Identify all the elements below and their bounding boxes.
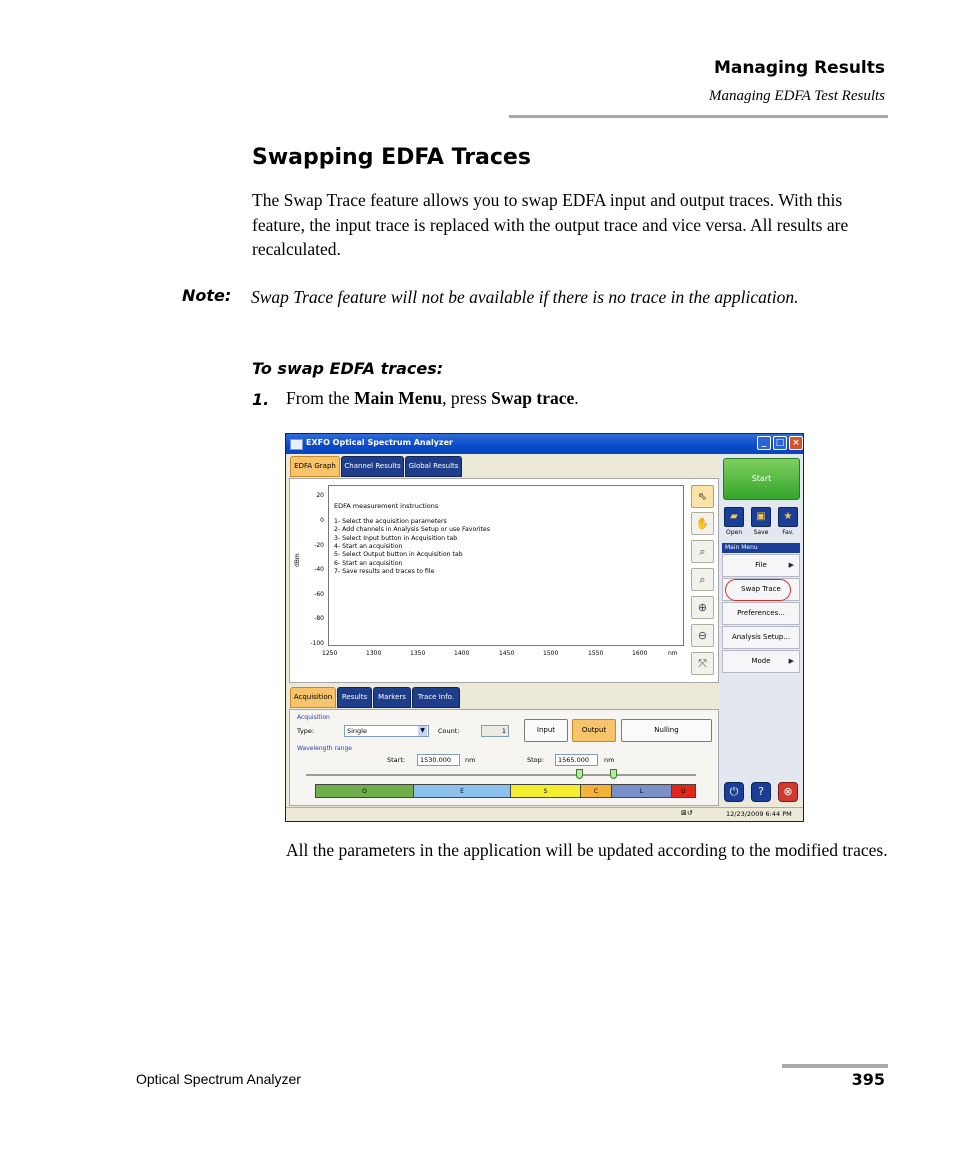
pan-hand-icon[interactable]: ✋ <box>691 512 714 535</box>
y-tick: -60 <box>314 591 324 598</box>
instruction-line: 4- Start an acquisition <box>334 543 403 550</box>
window-titlebar <box>286 434 803 454</box>
x-tick: 1250 <box>322 650 338 657</box>
step-text <box>286 388 579 409</box>
step-main-menu: Main Menu <box>354 388 443 408</box>
acquisition-group-label: Acquisition <box>297 714 330 721</box>
procedure-title: To swap EDFA traces: <box>252 359 444 378</box>
pointer-tool-icon[interactable]: ⇖ <box>691 485 714 508</box>
footer-rule <box>782 1064 888 1068</box>
y-tick: 20 <box>316 492 324 499</box>
instruction-line: 2- Add channels in Analysis Setup or use Favorites <box>334 526 490 533</box>
x-tick: 1500 <box>543 650 559 657</box>
submenu-arrow-icon: ▶ <box>788 561 794 569</box>
full-view-icon[interactable]: ⤧ <box>691 652 714 675</box>
start-button[interactable]: Start <box>723 458 800 500</box>
x-unit: nm <box>668 650 678 657</box>
exit-icon[interactable]: ⊗ <box>778 782 798 802</box>
start-wavelength-field[interactable]: 1530.000 <box>417 754 460 766</box>
close-icon[interactable]: × <box>789 436 803 450</box>
type-value: Single <box>347 727 367 735</box>
y-tick: 0 <box>320 517 324 524</box>
y-tick: -80 <box>314 615 324 622</box>
tab-channel-results[interactable]: Channel Results <box>341 456 404 477</box>
tab-global-results[interactable]: Global Results <box>405 456 462 477</box>
menu-item-file[interactable] <box>722 554 800 577</box>
save-disk-icon[interactable]: ▣ <box>751 507 771 527</box>
window-title: EXFO Optical Spectrum Analyzer <box>306 438 453 447</box>
x-tick: 1300 <box>366 650 382 657</box>
y-tick: -40 <box>314 566 324 573</box>
zoom-in-icon[interactable]: ⊕ <box>691 596 714 619</box>
count-label: Count: <box>438 727 460 735</box>
step-swap-trace: Swap trace <box>491 388 575 408</box>
tab-trace-info[interactable]: Trace Info. <box>412 687 460 708</box>
favorites-label: Fav. <box>782 529 794 536</box>
tab-edfa-graph[interactable]: EDFA Graph <box>290 456 340 477</box>
start-unit: nm <box>465 756 476 764</box>
status-indicator-icon: ⊠↺ <box>681 809 693 817</box>
menu-item-label: Mode <box>751 657 771 665</box>
header-rule <box>509 115 888 118</box>
save-label: Save <box>753 529 769 536</box>
zoom-area-icon[interactable]: ⌕ <box>691 540 714 563</box>
zoom-fit-icon[interactable]: ⌕ <box>691 568 714 591</box>
band-e: E <box>413 784 510 798</box>
step-prefix: From the <box>286 388 355 408</box>
band-s: S <box>510 784 580 798</box>
x-tick: 1400 <box>454 650 470 657</box>
y-tick: -20 <box>314 542 324 549</box>
minimize-icon[interactable]: _ <box>757 436 771 450</box>
input-button[interactable]: Input <box>524 719 568 742</box>
menu-item-preferences[interactable]: Preferences... <box>722 602 800 625</box>
page-number: 395 <box>851 1070 885 1089</box>
footer-manual-title: Optical Spectrum Analyzer <box>136 1071 301 1087</box>
y-axis-label: dBm <box>294 553 301 567</box>
note-label: Note: <box>182 286 232 305</box>
instruction-line: 6- Start an acquisition <box>334 560 403 567</box>
app-icon <box>290 439 303 450</box>
instruction-line: 1- Select the acquisition parameters <box>334 518 447 525</box>
type-select[interactable] <box>344 725 429 737</box>
wavelength-group-label: Wavelength range <box>297 745 352 752</box>
result-paragraph: All the parameters in the application will be updated according to the modified traces. <box>286 840 888 860</box>
start-label: Start: <box>387 756 406 764</box>
chevron-down-icon: ▼ <box>418 726 427 736</box>
start-slider-handle[interactable] <box>576 769 583 779</box>
section-subtitle: Managing EDFA Test Results <box>709 88 885 104</box>
stop-unit: nm <box>604 756 615 764</box>
favorites-star-icon[interactable]: ★ <box>778 507 798 527</box>
submenu-arrow-icon: ▶ <box>788 657 794 665</box>
zoom-out-icon[interactable]: ⊖ <box>691 624 714 647</box>
step-mid: , press <box>442 388 492 408</box>
instruction-line: 7- Save results and traces to file <box>334 568 435 575</box>
menu-item-label: File <box>755 561 767 569</box>
status-timestamp: 12/23/2009 6:44 PM <box>726 810 792 818</box>
y-tick: -100 <box>310 640 324 647</box>
band-u: U <box>671 784 696 798</box>
note-text: Swap Trace feature will not be available if there is no trace in the application. <box>251 287 799 307</box>
highlight-circle <box>725 579 791 601</box>
power-icon[interactable]: ⏻ <box>724 782 744 802</box>
instruction-line: 5- Select Output button in Acquisition tab <box>334 551 463 558</box>
x-tick: 1350 <box>410 650 426 657</box>
tab-markers[interactable]: Markers <box>373 687 411 708</box>
section-heading: Swapping EDFA Traces <box>252 145 531 170</box>
type-label: Type: <box>297 727 315 735</box>
step-suffix: . <box>574 388 579 408</box>
band-o: O <box>315 784 413 798</box>
tab-acquisition[interactable]: Acquisition <box>290 687 336 708</box>
x-tick: 1550 <box>588 650 604 657</box>
menu-item-analysis-setup[interactable]: Analysis Setup... <box>722 626 800 649</box>
app-window-screenshot <box>285 433 804 822</box>
menu-item-swap-trace[interactable]: Swap Trace <box>722 578 800 601</box>
maximize-icon[interactable]: □ <box>773 436 787 450</box>
instruction-line: 3- Select Input button in Acquisition tab <box>334 535 458 542</box>
open-label: Open <box>725 529 743 536</box>
intro-paragraph: The Swap Trace feature allows you to swap EDFA input and output traces. With this feature, the input trace is replaced with the output trace and vice versa. All results are recalculated. <box>252 190 849 259</box>
output-button[interactable]: Output <box>572 719 616 742</box>
band-c: C <box>580 784 611 798</box>
stop-wavelength-field[interactable]: 1565.000 <box>555 754 598 766</box>
tab-results[interactable]: Results <box>337 687 372 708</box>
stop-slider-handle[interactable] <box>610 769 617 779</box>
menu-item-mode[interactable] <box>722 650 800 673</box>
chapter-title: Managing Results <box>713 58 885 78</box>
nulling-button[interactable]: Nulling <box>621 719 712 742</box>
instructions-title: EDFA measurement instructions <box>334 502 439 510</box>
count-field[interactable]: 1 <box>481 725 509 737</box>
range-slider-track[interactable] <box>306 774 696 776</box>
band-l: L <box>611 784 671 798</box>
open-folder-icon[interactable]: ▰ <box>724 507 744 527</box>
step-number: 1. <box>252 390 270 409</box>
stop-label: Stop: <box>527 756 544 764</box>
x-tick: 1450 <box>499 650 515 657</box>
x-tick: 1600 <box>632 650 648 657</box>
main-menu-header: Main Menu <box>722 543 800 553</box>
help-icon[interactable]: ? <box>751 782 771 802</box>
